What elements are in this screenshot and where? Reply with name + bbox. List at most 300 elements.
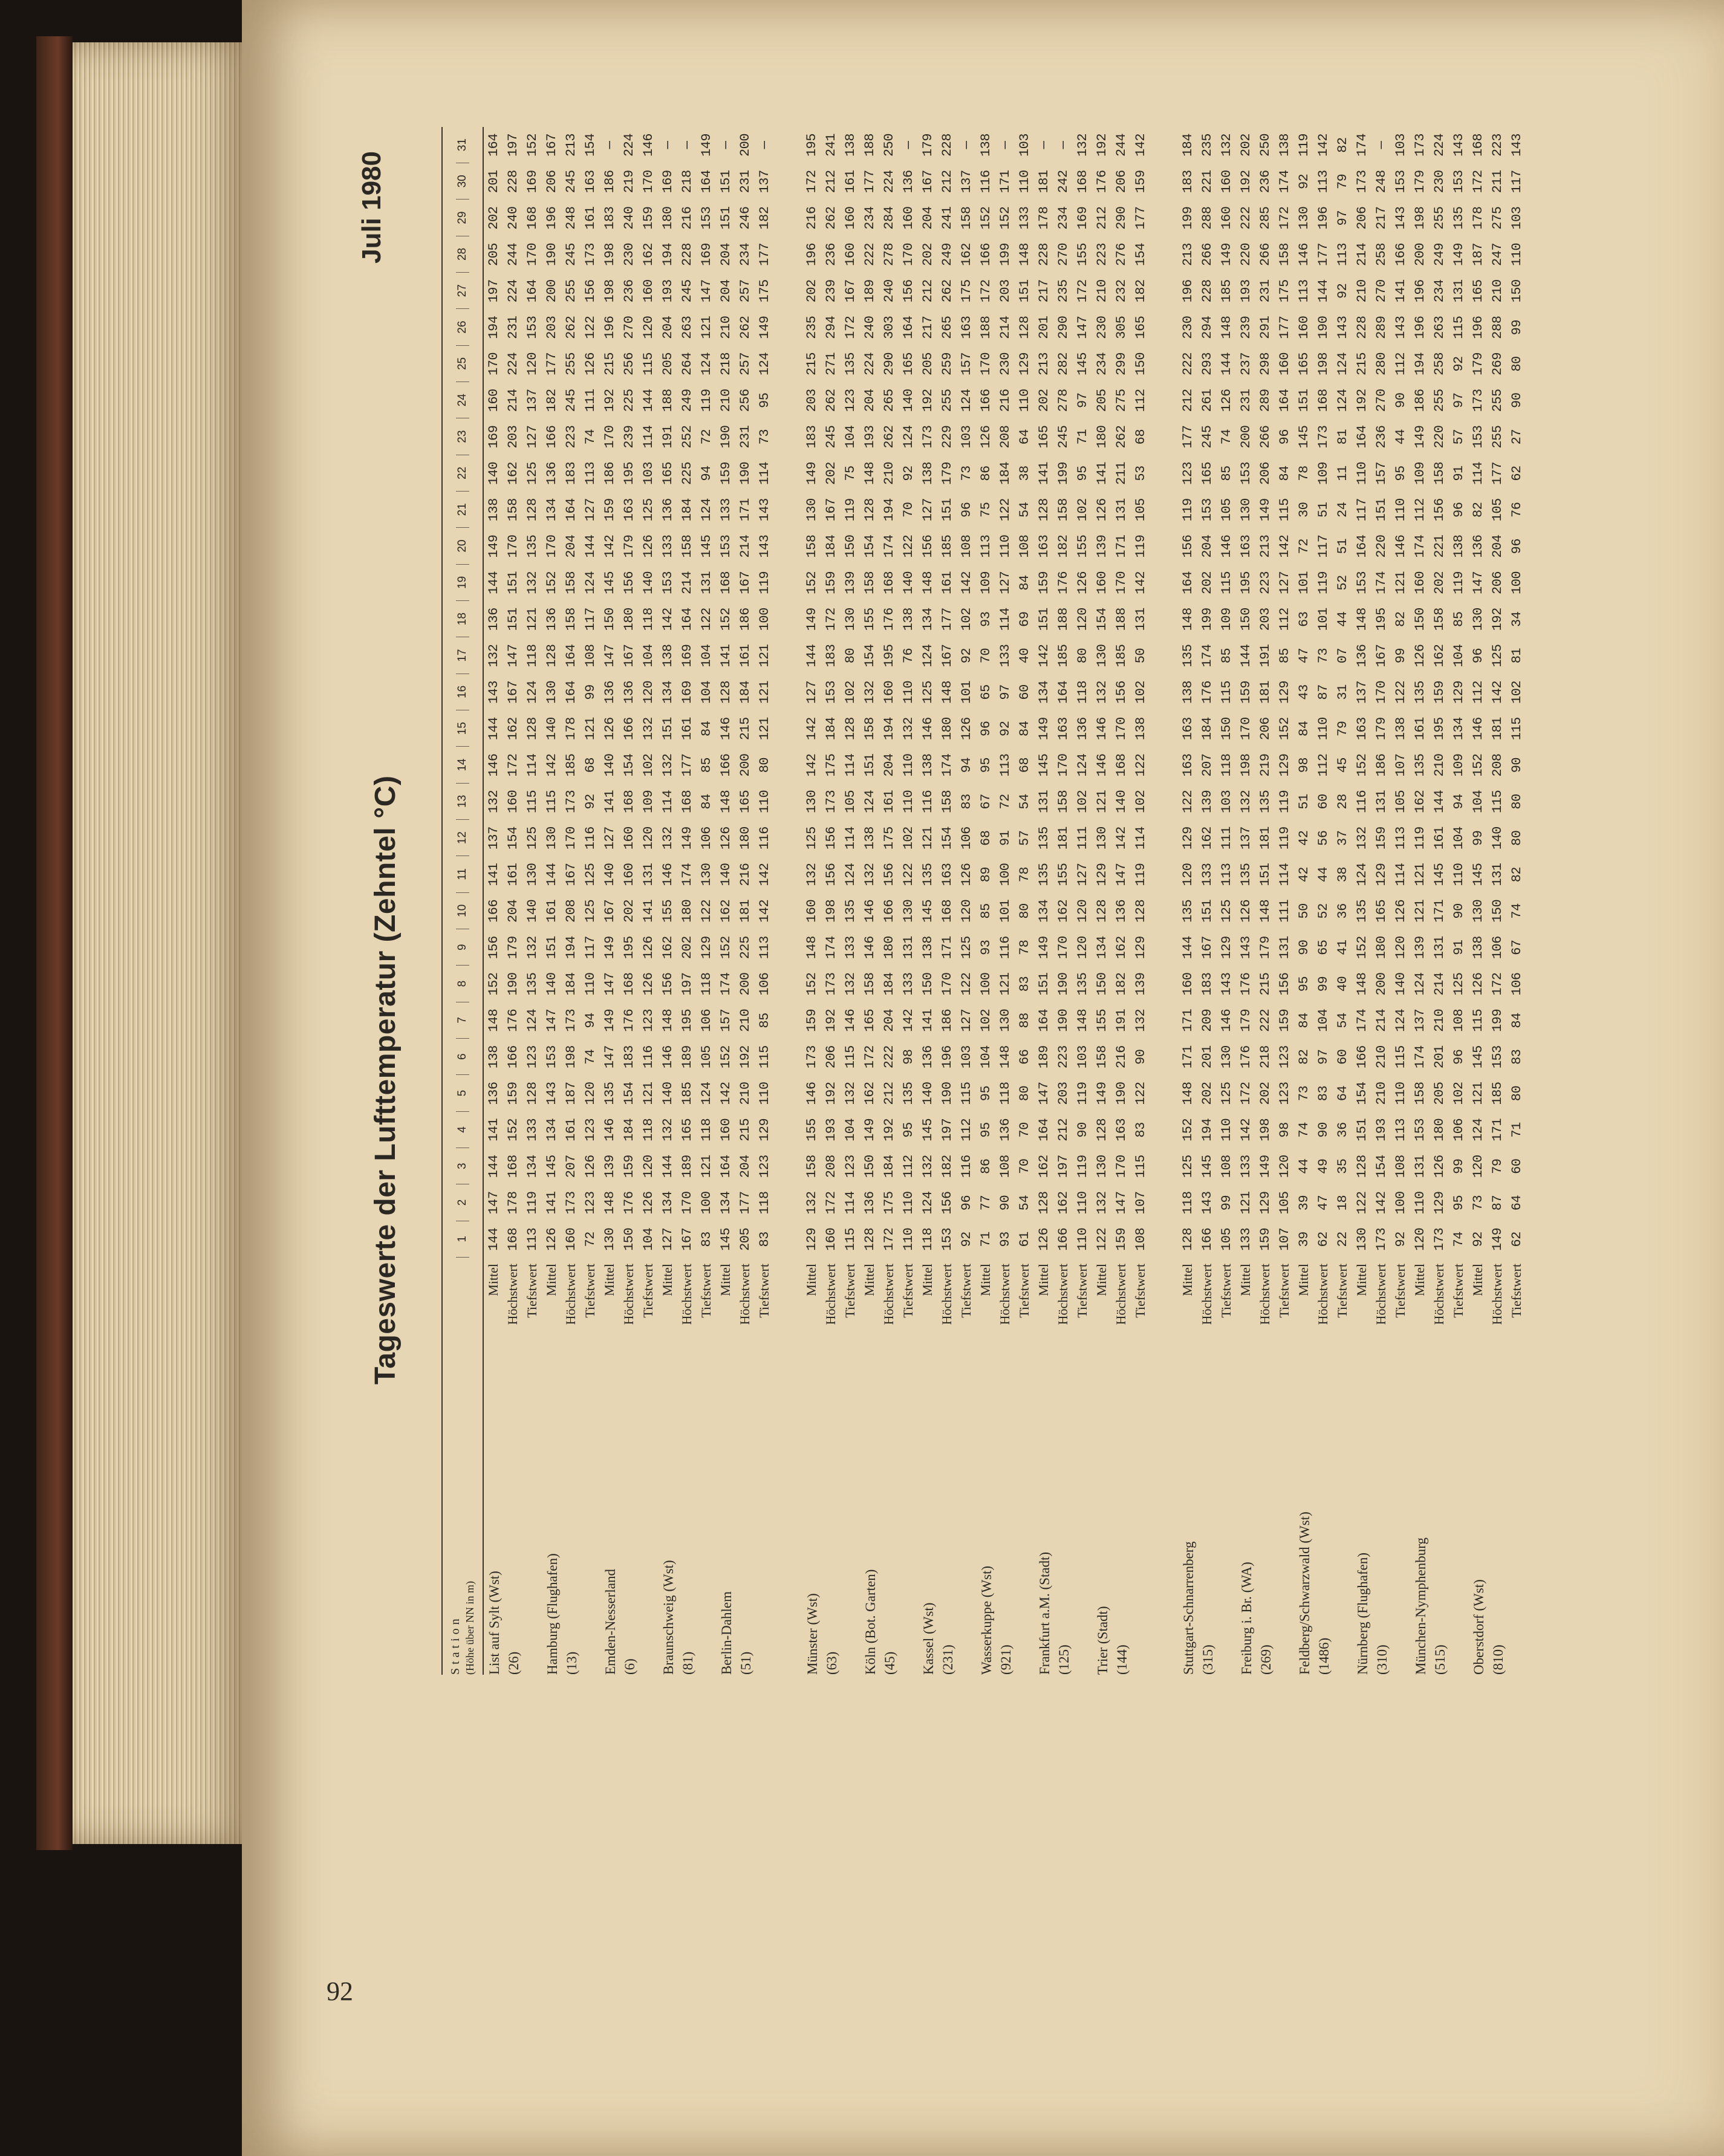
table-cell: 111 [1075, 826, 1090, 850]
value-types [542, 1258, 600, 1348]
table-cell: 167 [842, 279, 858, 303]
table-cell: 147 [602, 644, 617, 667]
table-cell: 125 [1218, 899, 1234, 923]
table-cell: 99 [1509, 319, 1524, 336]
table-cell: 133 [1017, 206, 1032, 230]
table-cell: 228 [1036, 242, 1052, 267]
table-cell: 252 [679, 425, 695, 449]
value-type-label: Mittel [718, 1264, 733, 1296]
station-values [542, 127, 600, 1258]
table-cell: 65 [1315, 940, 1331, 955]
table-cell: 249 [1431, 242, 1447, 267]
table-cell: 164 [1180, 571, 1195, 594]
table-cell: 204 [920, 206, 935, 230]
value-type-label: Tiefstwert [1133, 1264, 1148, 1318]
station-title: Nürnberg (Flughafen) [1355, 1552, 1370, 1675]
table-cell: 196 [1180, 279, 1195, 303]
table-cell: 143 [1218, 972, 1234, 996]
table-cell: 215 [602, 352, 617, 376]
table-cell: 116 [920, 790, 935, 813]
table-cell: 124 [920, 644, 935, 667]
table-cell: 128 [1094, 1118, 1110, 1141]
table-cell: 132 [920, 1155, 935, 1178]
table-cell: 122 [1133, 1082, 1148, 1105]
table-cell: 180 [679, 899, 695, 923]
table-cell: 145 [1470, 863, 1486, 886]
table-cell: 127 [804, 680, 819, 704]
table-cell: 158 [862, 972, 877, 996]
table-cell: 57 [1451, 429, 1466, 445]
table-header [443, 127, 484, 1675]
table-cell: 149 [486, 534, 501, 558]
table-cell: 161 [582, 206, 598, 230]
table-cell: 201 [486, 170, 501, 193]
table-cell: 94 [582, 1013, 598, 1028]
table-cell: 146 [660, 1045, 675, 1069]
table-cell: 141 [602, 790, 617, 813]
table-cell: 110 [756, 790, 772, 813]
table-cell: 118 [698, 972, 714, 996]
table-cell: 184 [621, 1118, 637, 1141]
table-cell: 190 [544, 242, 559, 267]
table-cell: 75 [842, 466, 858, 481]
table-cell: 90 [1509, 392, 1524, 408]
table-cell: 122 [958, 972, 974, 996]
station-name [918, 1348, 976, 1675]
table-cell: 164 [563, 680, 579, 704]
table-cell: 116 [997, 936, 1013, 959]
table-cell: 64 [1017, 429, 1032, 445]
table-cell: 84 [698, 721, 714, 736]
table-cell: 201 [1431, 1045, 1447, 1069]
table-cell: 88 [1017, 1013, 1032, 1028]
table-cell: 152 [505, 1118, 521, 1141]
value-type-label: Mittel [1094, 1264, 1109, 1296]
table-cell: 202 [823, 461, 839, 485]
table-cell: 289 [1257, 389, 1273, 412]
table-cell: 11 [1335, 466, 1350, 481]
table-cell: 144 [1315, 279, 1331, 303]
table-cell: 124 [524, 680, 540, 704]
table-cell: 245 [823, 425, 839, 449]
table-cell: 113 [524, 1227, 540, 1251]
table-cell: 198 [602, 242, 617, 267]
table-cell: 158 [939, 790, 955, 813]
table-cell: 159 [640, 206, 656, 230]
table-cell: 179 [1412, 170, 1428, 193]
table-cell: 181 [1036, 170, 1052, 193]
table-cell: 146 [1094, 753, 1110, 777]
table-cell: 152 [718, 608, 734, 631]
table-cell: 144 [660, 1155, 675, 1178]
table-cell: 150 [1489, 899, 1505, 923]
table-cell: 126 [1238, 899, 1254, 923]
table-row [1313, 127, 1333, 1258]
table-cell: 167 [544, 133, 559, 157]
table-cell: 148 [920, 571, 935, 594]
table-cell: 145 [1470, 1045, 1486, 1069]
day-header: 27 [456, 273, 469, 309]
table-cell: 155 [660, 899, 675, 923]
day-header: 20 [456, 528, 469, 564]
table-cell: 110 [900, 1227, 916, 1251]
day-header: 23 [456, 418, 469, 455]
table-cell: 202 [804, 279, 819, 303]
table-cell: 163 [1180, 717, 1195, 741]
table-cell: 110 [900, 790, 916, 813]
table-cell: 129 [1431, 1191, 1447, 1215]
table-cell: 176 [621, 1008, 637, 1032]
table-cell: 85 [1218, 466, 1234, 481]
table-cell: 169 [660, 170, 675, 193]
table-cell: 134 [660, 680, 675, 704]
table-cell: 103 [1509, 206, 1524, 230]
table-cell: 24 [1335, 502, 1350, 518]
table-cell: 255 [939, 389, 955, 412]
table-cell: 104 [842, 1118, 858, 1141]
table-cell: 158 [804, 1155, 819, 1178]
table-cell: 80 [1509, 794, 1524, 810]
table-cell: 127 [582, 498, 598, 522]
table-cell: 122 [900, 863, 916, 886]
table-cell: 181 [1257, 680, 1273, 704]
value-types [1034, 1258, 1092, 1348]
table-cell: 165 [1036, 425, 1052, 449]
table-cell: 230 [997, 352, 1013, 376]
table-cell: 163 [582, 170, 598, 193]
table-cell: 143 [1199, 1191, 1215, 1215]
table-cell: 42 [1296, 830, 1312, 846]
table-row [1371, 127, 1391, 1258]
table-cell: 153 [524, 316, 540, 339]
table-cell: 174 [939, 753, 955, 777]
table-cell: 212 [1094, 206, 1110, 230]
table-cell: 149 [1257, 498, 1273, 522]
station-title: Oberstdorf (Wst) [1471, 1579, 1486, 1675]
table-cell: 262 [1113, 425, 1129, 449]
table-cell: 152 [1354, 753, 1370, 777]
value-type-label: Mittel [1354, 1264, 1369, 1296]
table-cell: 278 [881, 242, 897, 267]
table-cell: 151 [544, 936, 559, 959]
station-name [716, 1348, 774, 1675]
table-cell: 106 [698, 1008, 714, 1032]
table-cell: 83 [1509, 1049, 1524, 1065]
table-cell: 30 [1296, 502, 1312, 518]
table-cell: 89 [978, 866, 994, 883]
table-cell: 192 [602, 389, 617, 412]
table-cell: 189 [1036, 1045, 1052, 1069]
table-cell: 140 [1113, 790, 1129, 813]
table-cell: 177 [862, 170, 877, 193]
table-cell: 220 [1431, 425, 1447, 449]
table-cell: 85 [756, 1013, 772, 1028]
table-cell: 119 [1315, 571, 1331, 594]
table-cell: 242 [1055, 170, 1071, 193]
table-cell: 119 [698, 389, 714, 412]
table-cell: 141 [486, 1118, 501, 1141]
table-cell: 119 [1451, 571, 1466, 594]
table-cell: 153 [1470, 425, 1486, 449]
table-cell: 210 [1094, 279, 1110, 303]
table-cell: 110 [1451, 863, 1466, 886]
table-cell: 212 [939, 170, 955, 193]
table-cell: 177 [544, 352, 559, 376]
table-cell: 182 [1113, 972, 1129, 996]
station-block [542, 127, 600, 1675]
table-cell: 142 [660, 608, 675, 631]
table-cell: 171 [1431, 899, 1447, 923]
table-cell: 185 [1489, 1082, 1505, 1105]
station-title: Berlin-Dahlem [719, 1591, 734, 1675]
table-cell: 195 [804, 133, 819, 157]
table-cell: 167 [939, 644, 955, 667]
table-cell: 164 [1036, 1008, 1052, 1032]
table-cell: 228 [505, 170, 521, 193]
table-cell: 125 [640, 498, 656, 522]
table-cell: 162 [862, 1082, 877, 1105]
table-cell: 158 [862, 717, 877, 741]
table-cell: 241 [823, 133, 839, 157]
table-cell: 147 [486, 1191, 501, 1215]
day-header: 24 [456, 382, 469, 418]
day-header: 30 [456, 163, 469, 200]
table-cell: 130 [804, 790, 819, 813]
table-cell: 158 [1431, 461, 1447, 485]
table-cell: 108 [997, 1155, 1013, 1178]
table-cell: 215 [804, 352, 819, 376]
table-row [600, 127, 619, 1258]
station-altitude: (269) [1258, 1645, 1273, 1675]
table-cell: 197 [679, 972, 695, 996]
station-values [600, 127, 658, 1258]
table-cell: 147 [1470, 571, 1486, 594]
table-cell: 184 [1199, 717, 1215, 741]
table-cell: 132 [862, 863, 877, 886]
table-cell: 128 [862, 498, 877, 522]
table-cell: 143 [1238, 936, 1254, 959]
table-cell: 100 [698, 1191, 714, 1215]
table-cell: 162 [1199, 826, 1215, 850]
table-cell: 35 [1335, 1158, 1350, 1174]
table-cell: 156 [1431, 498, 1447, 522]
table-cell: 39 [1296, 1232, 1312, 1247]
table-cell: 150 [1133, 352, 1148, 376]
table-cell: 160 [881, 680, 897, 704]
table-cell: 195 [881, 644, 897, 667]
table-cell: 166 [718, 753, 734, 777]
table-cell: 144 [640, 389, 656, 412]
table-cell: 106 [756, 972, 772, 996]
table-cell: 124 [756, 352, 772, 376]
value-type-label: Tiefstwert [1393, 1264, 1408, 1318]
table-cell: 126 [1094, 498, 1110, 522]
table-cell: 159 [804, 1008, 819, 1032]
table-cell: 197 [939, 1118, 955, 1141]
value-type-label: Tiefstwert [1277, 1264, 1292, 1318]
table-cell: 178 [1470, 206, 1486, 230]
table-cell: 204 [660, 316, 675, 339]
table-cell: 161 [881, 790, 897, 813]
table-cell: 236 [1257, 170, 1273, 193]
table-cell: 192 [1238, 170, 1254, 193]
table-cell: 285 [1257, 206, 1273, 230]
table-cell: 177 [756, 242, 772, 267]
table-cell: 101 [958, 680, 974, 704]
table-cell: 164 [563, 498, 579, 522]
table-cell: 93 [997, 1232, 1013, 1247]
table-cell: 123 [756, 1155, 772, 1178]
station-title: Stuttgart-Schnarrenberg [1181, 1541, 1196, 1675]
table-cell: 146 [862, 936, 877, 959]
table-cell: 185 [679, 1082, 695, 1105]
table-row [957, 127, 976, 1258]
station-name [1092, 1348, 1150, 1675]
table-cell: 136 [920, 1045, 935, 1069]
table-cell: 115 [1393, 1045, 1408, 1069]
table-cell: 118 [1075, 680, 1090, 704]
table-cell: 114 [997, 608, 1013, 631]
table-cell: 51 [1315, 502, 1331, 518]
table-cell: 99 [1470, 830, 1486, 846]
table-cell: 102 [640, 753, 656, 777]
table-cell: 188 [1113, 608, 1129, 631]
table-cell: 198 [823, 899, 839, 923]
table-cell: 164 [524, 279, 540, 303]
table-cell: 234 [737, 242, 753, 267]
table-cell: 151 [1036, 972, 1052, 996]
table-cell: 139 [602, 1155, 617, 1178]
table-cell: 130 [602, 1227, 617, 1251]
table-cell: 144 [544, 863, 559, 886]
table-cell: 160 [505, 790, 521, 813]
table-cell: 106 [1489, 936, 1505, 959]
table-cell: 128 [1133, 899, 1148, 923]
table-cell: 114 [842, 1191, 858, 1215]
table-cell: 54 [1017, 1195, 1032, 1211]
table-cell: 84 [1296, 721, 1312, 736]
table-cell: 74 [1509, 903, 1524, 919]
table-cell: 50 [1296, 903, 1312, 919]
table-cell: 179 [621, 534, 637, 558]
table-cell: 120 [640, 1155, 656, 1178]
table-cell: 202 [920, 242, 935, 267]
table-cell: 165 [1296, 352, 1312, 376]
station-column-header [448, 1348, 477, 1675]
table-cell: 173 [1412, 133, 1428, 157]
day-header: 26 [456, 309, 469, 345]
table-cell: 240 [862, 316, 877, 339]
table-cell: 149 [602, 936, 617, 959]
table-cell: 142 [804, 717, 819, 741]
table-cell: 176 [1094, 170, 1110, 193]
table-cell: 303 [881, 316, 897, 339]
table-cell: 149 [1036, 936, 1052, 959]
table-cell: 115 [1509, 717, 1524, 741]
table-cell: 80 [1075, 648, 1090, 664]
table-cell: 115 [1218, 680, 1234, 704]
table-cell: 147 [505, 644, 521, 667]
table-row [1294, 127, 1313, 1258]
station-name [1352, 1348, 1410, 1675]
table-cell: 124 [920, 1191, 935, 1215]
table-cell: 171 [939, 936, 955, 959]
table-cell: 235 [1199, 133, 1215, 157]
table-cell: 117 [1315, 534, 1331, 558]
table-cell: 122 [1393, 680, 1408, 704]
table-cell: 284 [881, 206, 897, 230]
table-cell: 132 [486, 790, 501, 813]
station-altitude: (45) [882, 1651, 897, 1675]
table-cell: 244 [1113, 133, 1129, 157]
table-cell: 165 [1199, 461, 1215, 485]
table-cell: 142 [804, 753, 819, 777]
table-cell: 117 [1509, 170, 1524, 193]
table-cell: 103 [1393, 133, 1408, 157]
table-cell: 165 [737, 790, 753, 813]
table-cell: 138 [486, 1045, 501, 1069]
table-cell: 153 [718, 534, 734, 558]
table-cell: 282 [1055, 352, 1071, 376]
table-cell: 192 [920, 389, 935, 412]
value-type-label: Tiefstwert [900, 1264, 916, 1318]
table-cell: 130 [524, 863, 540, 886]
table-cell: 138 [1133, 717, 1148, 741]
table-cell: 187 [563, 1082, 579, 1105]
table-cell: 138 [660, 644, 675, 667]
table-cell: 168 [621, 972, 637, 996]
table-cell: 255 [1489, 389, 1505, 412]
table-cell: 153 [1238, 461, 1254, 485]
table-cell: 123 [524, 1045, 540, 1069]
station-altitude: (6) [622, 1658, 637, 1675]
table-cell: 113 [1393, 1118, 1408, 1141]
table-cell: 174 [823, 936, 839, 959]
table-cell: 150 [1509, 279, 1524, 303]
table-cell: 156 [939, 1191, 955, 1215]
table-cell: 144 [1180, 936, 1195, 959]
table-cell: 170 [1055, 753, 1071, 777]
table-cell: 175 [823, 753, 839, 777]
table-cell: 79 [1335, 174, 1350, 190]
table-cell: 108 [958, 534, 974, 558]
table-cell: 132 [640, 717, 656, 741]
table-cell: 140 [640, 571, 656, 594]
table-cell: 144 [486, 1227, 501, 1251]
table-cell: 153 [698, 206, 714, 230]
table-cell: 171 [737, 498, 753, 522]
table-cell: 92 [582, 794, 598, 810]
table-cell: 126 [1431, 1155, 1447, 1178]
table-cell: 72 [582, 1232, 598, 1247]
table-cell: 138 [1393, 717, 1408, 741]
table-cell: 175 [881, 826, 897, 850]
table-cell: 236 [823, 242, 839, 267]
table-cell: 202 [1238, 133, 1254, 157]
station-values [918, 127, 976, 1258]
station-block [1178, 127, 1236, 1675]
table-cell: 137 [1412, 1008, 1428, 1032]
table-cell: 113 [1296, 279, 1312, 303]
table-cell: 194 [1199, 1118, 1215, 1141]
table-cell: 172 [881, 1227, 897, 1251]
table-cell: 125 [1489, 644, 1505, 667]
table-cell: 83 [756, 1232, 772, 1247]
table-cell: 101 [997, 899, 1013, 923]
table-cell: 166 [1055, 1227, 1071, 1251]
table-cell: 90 [1451, 903, 1466, 919]
table-cell: 228 [1199, 279, 1215, 303]
